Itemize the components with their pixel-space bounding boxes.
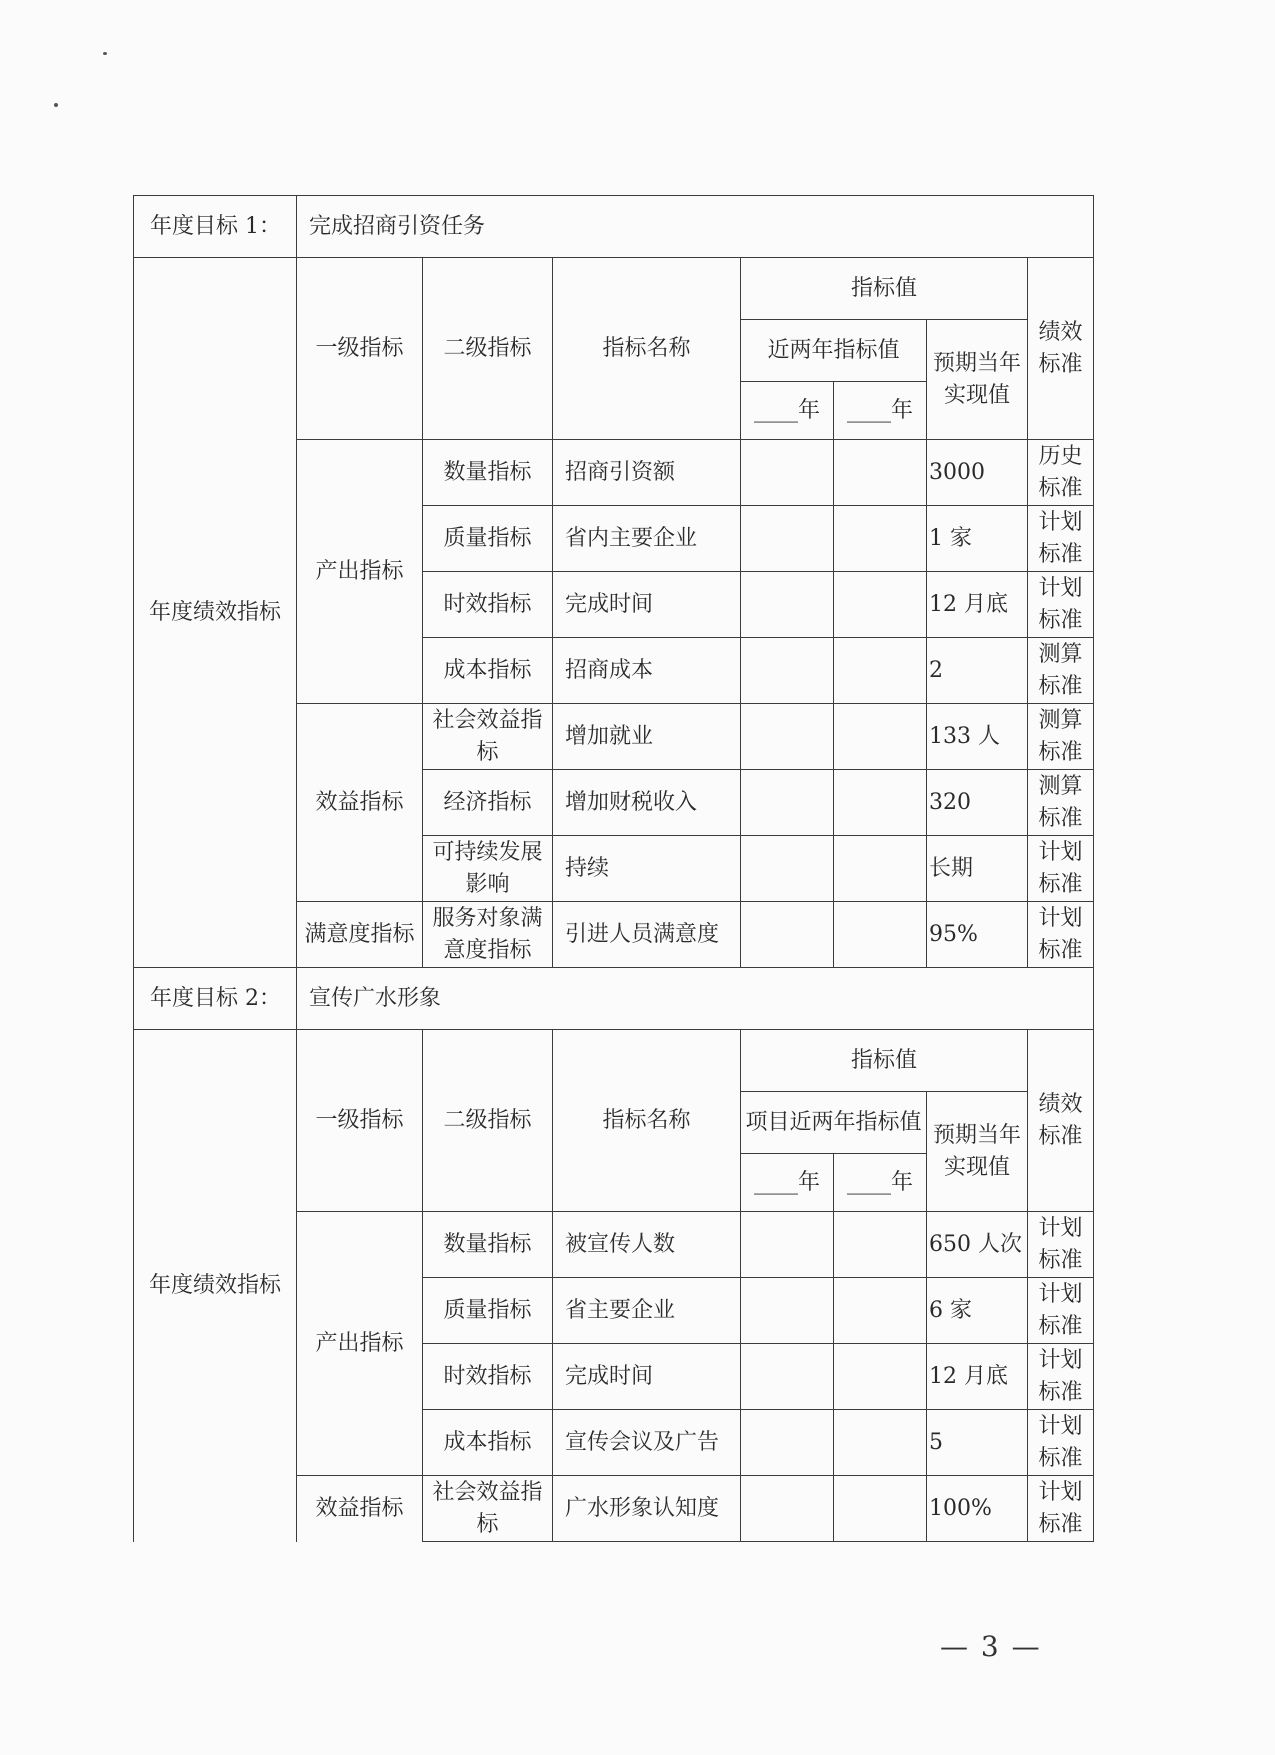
header-value-group: 指标值 xyxy=(741,258,1028,320)
header-recent: 近两年指标值 xyxy=(741,320,927,382)
level1-cell: 产出指标 xyxy=(297,1212,423,1476)
scan-speck xyxy=(103,52,107,55)
year-a-cell xyxy=(741,1212,834,1278)
level2-cell: 社会效益指标 xyxy=(423,1476,553,1542)
year-a-cell xyxy=(741,572,834,638)
section-label: 年度绩效指标 xyxy=(134,1030,297,1542)
name-cell: 广水形象认知度 xyxy=(553,1476,741,1542)
year-b-cell xyxy=(834,638,927,704)
value-cell: 650 人次 xyxy=(927,1212,1028,1278)
goal-row xyxy=(134,196,1094,258)
level2-cell: 服务对象满意度指标 xyxy=(423,902,553,968)
standard-cell: 测算标准 xyxy=(1028,770,1094,836)
level2-cell: 成本指标 xyxy=(423,638,553,704)
standard-cell: 历史标准 xyxy=(1028,440,1094,506)
year-b-cell xyxy=(834,704,927,770)
level2-cell: 社会效益指标 xyxy=(423,704,553,770)
level1-cell: 效益指标 xyxy=(297,1476,423,1542)
year-a-cell xyxy=(741,1278,834,1344)
level2-cell: 数量指标 xyxy=(423,1212,553,1278)
header-row xyxy=(134,1030,1094,1092)
header-year-a: ____年 xyxy=(741,1154,834,1212)
name-cell: 增加财税收入 xyxy=(553,770,741,836)
standard-cell: 测算标准 xyxy=(1028,704,1094,770)
year-b-cell xyxy=(834,1278,927,1344)
year-a-cell xyxy=(741,1476,834,1542)
header-level1: 一级指标 xyxy=(297,1030,423,1212)
value-cell: 1 家 xyxy=(927,506,1028,572)
header-expected: 预期当年实现值 xyxy=(927,1092,1028,1212)
year-a-cell xyxy=(741,506,834,572)
goal-label: 年度目标 1： xyxy=(134,196,297,258)
standard-cell: 计划标准 xyxy=(1028,1476,1094,1542)
value-cell: 3000 xyxy=(927,440,1028,506)
header-value-group: 指标值 xyxy=(741,1030,1028,1092)
year-a-cell xyxy=(741,704,834,770)
header-level1: 一级指标 xyxy=(297,258,423,440)
level1-cell: 满意度指标 xyxy=(297,902,423,968)
name-cell: 完成时间 xyxy=(553,1344,741,1410)
name-cell: 被宣传人数 xyxy=(553,1212,741,1278)
level2-cell: 质量指标 xyxy=(423,1278,553,1344)
value-cell: 2 xyxy=(927,638,1028,704)
name-cell: 持续 xyxy=(553,836,741,902)
level2-cell: 成本指标 xyxy=(423,1410,553,1476)
level2-cell: 经济指标 xyxy=(423,770,553,836)
level2-cell: 质量指标 xyxy=(423,506,553,572)
year-b-cell xyxy=(834,770,927,836)
name-cell: 招商成本 xyxy=(553,638,741,704)
year-b-cell xyxy=(834,572,927,638)
year-a-cell xyxy=(741,1410,834,1476)
value-cell: 100% xyxy=(927,1476,1028,1542)
year-b-cell xyxy=(834,902,927,968)
table-body xyxy=(134,196,1094,1542)
year-a-cell xyxy=(741,836,834,902)
name-cell: 增加就业 xyxy=(553,704,741,770)
value-cell: 12 月底 xyxy=(927,572,1028,638)
standard-cell: 计划标准 xyxy=(1028,572,1094,638)
section-label: 年度绩效指标 xyxy=(134,258,297,968)
standard-cell: 计划标准 xyxy=(1028,1212,1094,1278)
scan-speck xyxy=(54,103,58,107)
level2-cell: 数量指标 xyxy=(423,440,553,506)
standard-cell: 计划标准 xyxy=(1028,836,1094,902)
header-level2: 二级指标 xyxy=(423,258,553,440)
value-cell: 95% xyxy=(927,902,1028,968)
value-cell: 133 人 xyxy=(927,704,1028,770)
header-standard: 绩效标准 xyxy=(1028,1030,1094,1212)
level1-cell: 效益指标 xyxy=(297,704,423,902)
year-a-cell xyxy=(741,1344,834,1410)
year-a-cell xyxy=(741,770,834,836)
level2-cell: 时效指标 xyxy=(423,1344,553,1410)
year-b-cell xyxy=(834,836,927,902)
header-name: 指标名称 xyxy=(553,258,741,440)
year-a-cell xyxy=(741,902,834,968)
year-a-cell xyxy=(741,440,834,506)
goal-row xyxy=(134,968,1094,1030)
name-cell: 完成时间 xyxy=(553,572,741,638)
header-year-a: ____年 xyxy=(741,382,834,440)
year-a-cell xyxy=(741,638,834,704)
value-cell: 长期 xyxy=(927,836,1028,902)
header-name: 指标名称 xyxy=(553,1030,741,1212)
standard-cell: 计划标准 xyxy=(1028,1410,1094,1476)
year-b-cell xyxy=(834,1212,927,1278)
value-cell: 6 家 xyxy=(927,1278,1028,1344)
name-cell: 引进人员满意度 xyxy=(553,902,741,968)
year-b-cell xyxy=(834,1344,927,1410)
header-recent: 项目近两年指标值 xyxy=(741,1092,927,1154)
standard-cell: 计划标准 xyxy=(1028,1278,1094,1344)
level2-cell: 可持续发展影响 xyxy=(423,836,553,902)
header-expected: 预期当年实现值 xyxy=(927,320,1028,440)
performance-table xyxy=(133,195,1094,1542)
value-cell: 320 xyxy=(927,770,1028,836)
name-cell: 省内主要企业 xyxy=(553,506,741,572)
goal-text: 完成招商引资任务 xyxy=(297,196,1094,258)
name-cell: 宣传会议及广告 xyxy=(553,1410,741,1476)
standard-cell: 计划标准 xyxy=(1028,902,1094,968)
header-year-b: ____年 xyxy=(834,1154,927,1212)
page-number: — 3 — xyxy=(940,1630,1042,1663)
goal-label: 年度目标 2： xyxy=(134,968,297,1030)
header-level2: 二级指标 xyxy=(423,1030,553,1212)
standard-cell: 测算标准 xyxy=(1028,638,1094,704)
standard-cell: 计划标准 xyxy=(1028,1344,1094,1410)
year-b-cell xyxy=(834,440,927,506)
level2-cell: 时效指标 xyxy=(423,572,553,638)
year-b-cell xyxy=(834,1476,927,1542)
year-b-cell xyxy=(834,1410,927,1476)
header-year-b: ____年 xyxy=(834,382,927,440)
header-standard: 绩效标准 xyxy=(1028,258,1094,440)
goal-text: 宣传广水形象 xyxy=(297,968,1094,1030)
name-cell: 省主要企业 xyxy=(553,1278,741,1344)
year-b-cell xyxy=(834,506,927,572)
header-row xyxy=(134,258,1094,320)
name-cell: 招商引资额 xyxy=(553,440,741,506)
standard-cell: 计划标准 xyxy=(1028,506,1094,572)
level1-cell: 产出指标 xyxy=(297,440,423,704)
value-cell: 5 xyxy=(927,1410,1028,1476)
value-cell: 12 月底 xyxy=(927,1344,1028,1410)
